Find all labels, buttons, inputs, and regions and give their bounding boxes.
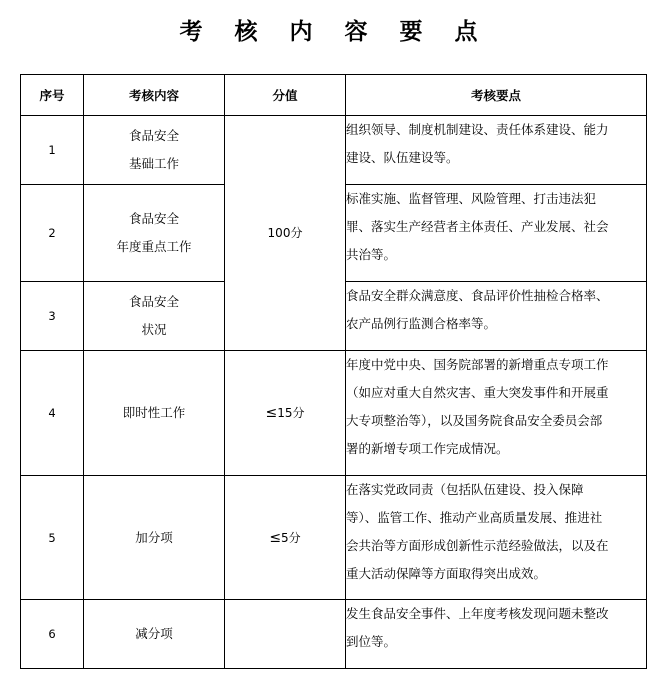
row-content xyxy=(84,476,225,600)
key-line: 组织领导、制度机制建设、责任体系建设、能力 xyxy=(346,122,609,137)
key-line: 标准实施、监督管理、风险管理、打击违法犯 xyxy=(346,191,597,206)
table-row xyxy=(21,600,647,669)
row-content xyxy=(84,185,225,282)
header-points: 分值 xyxy=(225,75,346,116)
key-line: 重大活动保障等方面取得突出成效。 xyxy=(346,566,547,581)
assessment-table xyxy=(20,74,647,669)
key-line: 会共治等方面形成创新性示范经验做法，以及在 xyxy=(346,538,609,553)
header-serial: 序号 xyxy=(21,75,84,116)
content-line: 状况 xyxy=(141,322,167,337)
key-line: 在落实党政同责（包括队伍建设、投入保障 xyxy=(346,482,584,497)
header-row xyxy=(21,75,647,116)
table-row xyxy=(21,351,647,476)
row-key-points xyxy=(346,116,647,185)
row-key-points xyxy=(346,351,647,476)
table-row xyxy=(21,476,647,600)
row-content xyxy=(84,351,225,476)
key-line: 共治等。 xyxy=(346,247,397,262)
key-line: 罪、落实生产经营者主体责任、产业发展、社会 xyxy=(346,219,609,234)
key-line: 发生食品安全事件、上年度考核发现问题未整改 xyxy=(346,606,609,621)
row-key-points xyxy=(346,476,647,600)
content-line: 年度重点工作 xyxy=(116,239,192,254)
row-points xyxy=(225,351,346,476)
key-line: 农产品例行监测合格率等。 xyxy=(346,316,497,331)
content-line: 即时性工作 xyxy=(122,405,186,420)
row-content xyxy=(84,282,225,351)
key-line: 等）、监管工作、推动产业高质量发展、推进社 xyxy=(346,510,603,525)
header-key-points: 考核要点 xyxy=(346,75,647,116)
row-key-points xyxy=(346,600,647,669)
row-number: 6 xyxy=(21,600,84,669)
content-line: 基础工作 xyxy=(128,156,179,171)
points-value: 5分 xyxy=(281,530,301,545)
row-key-points xyxy=(346,185,647,282)
row-number: 1 xyxy=(21,116,84,185)
row-number: 3 xyxy=(21,282,84,351)
points-symbol: ≤ xyxy=(269,529,282,546)
row-points xyxy=(225,476,346,600)
content-line: 加分项 xyxy=(135,529,173,545)
row-content xyxy=(84,600,225,669)
table-row xyxy=(21,116,647,185)
key-line: 大专项整治等），以及国务院食品安全委员会部 xyxy=(346,413,603,428)
key-line: 年度中党中央、国务院部署的新增重点专项工作 xyxy=(346,357,609,372)
content-line: 减分项 xyxy=(135,626,173,641)
row-content xyxy=(84,116,225,185)
row-points-merged: 100分 xyxy=(225,116,346,351)
key-line: 食品安全群众满意度、食品评价性抽检合格率、 xyxy=(346,288,609,303)
row-number: 5 xyxy=(21,476,84,600)
row-points xyxy=(225,600,346,669)
key-line: （如应对重大自然灾害、重大突发事件和开展重 xyxy=(346,385,609,400)
key-line: 到位等。 xyxy=(346,634,397,649)
key-line: 建设、队伍建设等。 xyxy=(346,150,459,165)
key-line: 署的新增专项工作完成情况。 xyxy=(346,441,509,456)
content-line: 食品安全 xyxy=(128,211,179,226)
row-number: 2 xyxy=(21,185,84,282)
content-line: 食品安全 xyxy=(128,294,179,309)
row-key-points xyxy=(346,282,647,351)
content-line: 食品安全 xyxy=(128,128,179,143)
points-symbol: ≤ xyxy=(265,405,278,421)
row-number: 4 xyxy=(21,351,84,476)
points-value: 15分 xyxy=(277,406,305,420)
header-content: 考核内容 xyxy=(84,75,225,116)
page-title: 考 核 内 容 要 点 xyxy=(179,18,490,45)
